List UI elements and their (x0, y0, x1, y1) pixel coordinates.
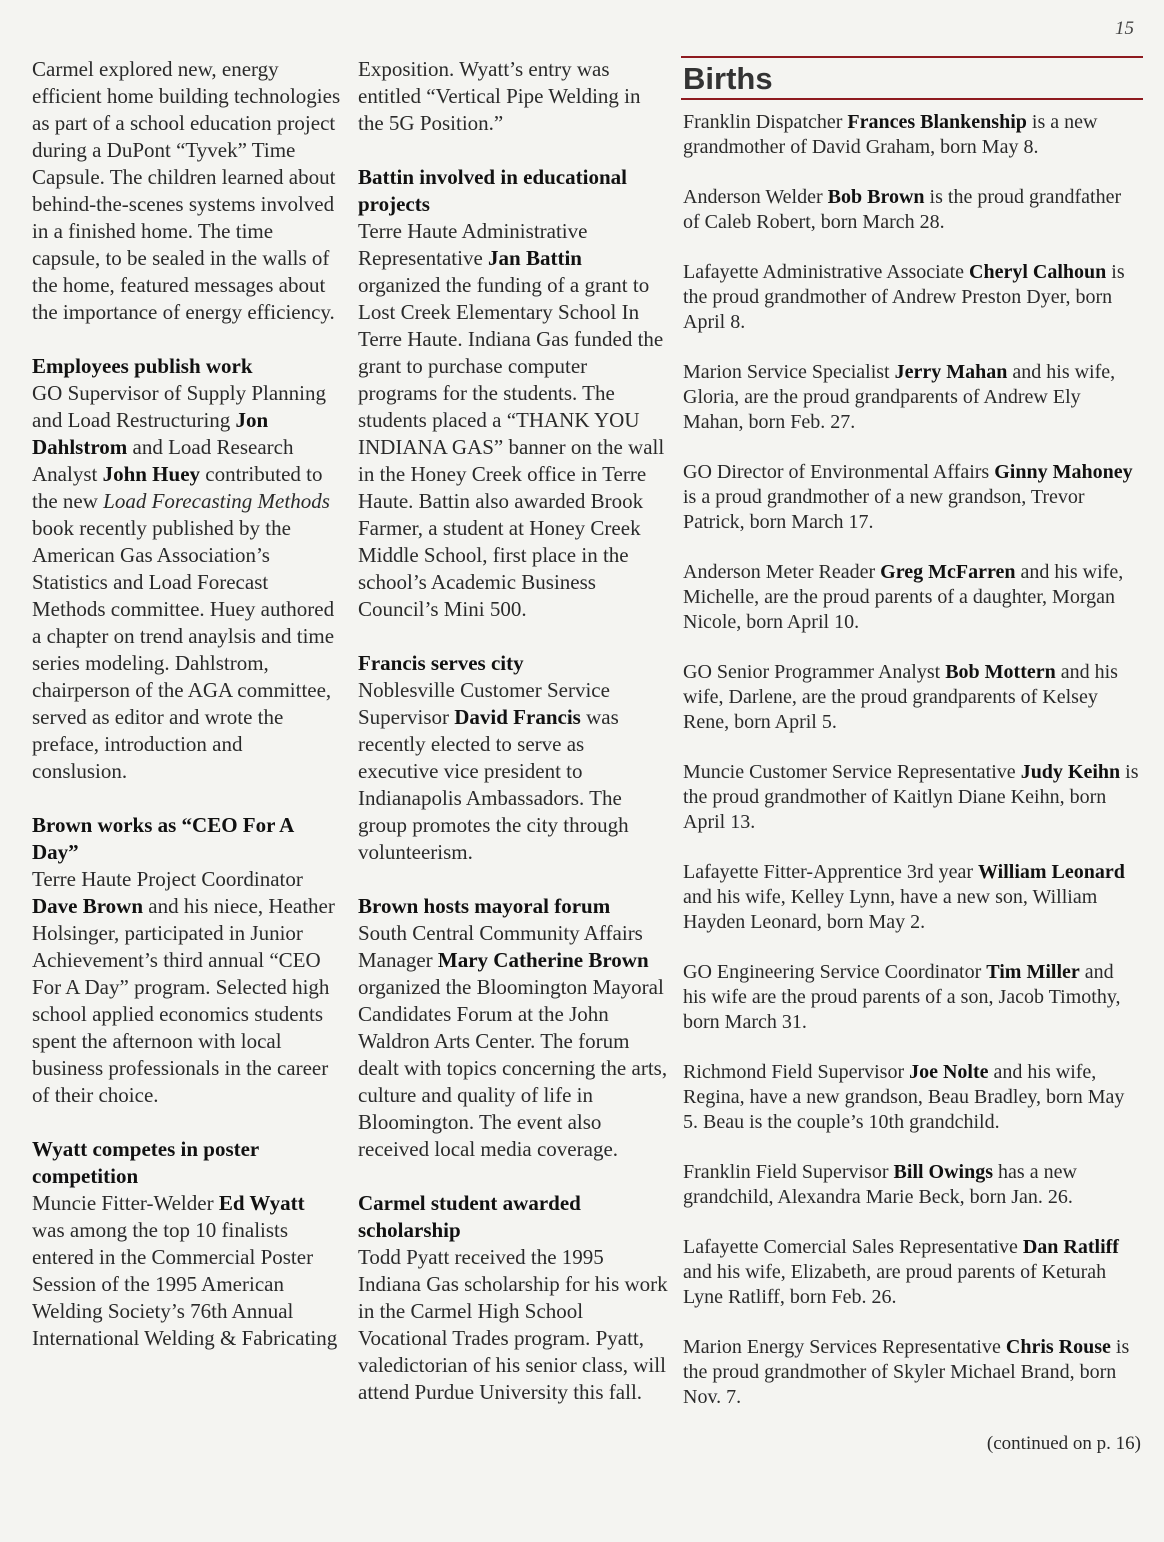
story-mayoral-forum (358, 893, 668, 1163)
person-name: Mary Catherine Brown (437, 948, 649, 972)
person-name: John Huey (102, 462, 201, 486)
story-wyatt-continued (358, 56, 668, 137)
births-column (683, 56, 1141, 1456)
person-name: Bill Owings (893, 1161, 994, 1183)
person-name: Cheryl Calhoun (969, 261, 1107, 283)
birth-announcement: Lafayette Administrative Associate Cheryl Calhoun is the proud grandmother of Andrew Preston Dyer, born April 8. (683, 261, 1125, 333)
person-name: Dave Brown (32, 894, 144, 918)
continued-note: (continued on p. 16) (986, 1433, 1141, 1454)
person-name: Greg McFarren (880, 561, 1016, 583)
story-headline: Francis serves city (358, 651, 524, 675)
divider (681, 56, 1143, 58)
birth-announcement: Franklin Dispatcher Frances Blankenship is a new grandmother of David Graham, born May 8. (683, 111, 1098, 158)
story-headline: Carmel student awarded scholarship (358, 1191, 581, 1242)
page-number: 15 (1115, 18, 1134, 39)
story-headline: Wyatt competes in poster competition (32, 1137, 259, 1188)
story-body: Exposition. Wyatt’s entry was entitled “Vertical Pipe Welding in the 5G Position.” (358, 57, 641, 135)
story-scholarship (358, 1190, 668, 1406)
story-francis (358, 650, 668, 866)
birth-announcement: GO Senior Programmer Analyst Bob Mottern and his wife, Darlene, are the proud grandparents of Kelsey Rene, born April 5. (683, 661, 1118, 733)
story-headline: Brown works as “CEO For A Day” (32, 813, 294, 864)
book-title: Load Forecasting Methods (103, 489, 330, 513)
divider (681, 98, 1143, 100)
person-name: Ed Wyatt (218, 1191, 305, 1215)
birth-announcement: Lafayette Fitter-Apprentice 3rd year William Leonard and his wife, Kelley Lynn, have a new son, William Hayden Leonard, born May 2. (683, 861, 1125, 933)
birth-announcement: GO Director of Environmental Affairs Ginny Mahoney is a proud grandmother of a new grandson, Trevor Patrick, born March 17. (683, 461, 1133, 533)
birth-announcement: Anderson Meter Reader Greg McFarren and his wife, Michelle, are the proud parents of a daughter, Morgan Nicole, born April 10. (683, 561, 1124, 633)
person-name: Chris Rouse (1005, 1336, 1111, 1358)
story-body: GO Supervisor of Supply Planning and Load Restructuring Jon Dahlstrom and Load Research Analyst John Huey contributed to the new Load Forecasting Methods book recently published by the American Gas Association’s Statistics and Load Forecast Methods committee. Huey authored a chapter on trend anaylsis and time series modeling. Dahlstrom, chairperson of the AGA committee, served as editor and wrote the preface, introduction and conslusion. (32, 381, 335, 783)
birth-announcement: Anderson Welder Bob Brown is the proud grandfather of Caleb Robert, born March 28. (683, 186, 1122, 233)
story-battin (358, 164, 668, 623)
story-ceo-for-a-day (32, 812, 342, 1109)
person-name: Joe Nolte (909, 1061, 989, 1083)
story-wyatt-poster (32, 1136, 342, 1352)
births-list (683, 110, 1141, 1410)
person-name: William Leonard (978, 861, 1125, 883)
story-headline: Battin involved in educational projects (358, 165, 627, 216)
birth-announcement: Marion Service Specialist Jerry Mahan and his wife, Gloria, are the proud grandparents of Andrew Ely Mahan, born Feb. 27. (683, 361, 1116, 433)
person-name: Frances Blankenship (847, 111, 1027, 133)
story-body: Carmel explored new, energy efficient home building technologies as part of a school education project during a DuPont “Tyvek” Time Capsule. The children learned about behind-the-scenes systems involved in a finished home. The time capsule, to be sealed in the walls of the home, featured messages about the importance of energy efficiency. (32, 57, 341, 324)
story-body: Muncie Fitter-Welder Ed Wyatt was among the top 10 finalists entered in the Commercial Poster Session of the 1995 American Welding Society’s 76th Annual International Welding & Fabricating (32, 1191, 338, 1350)
person-name: Jan Battin (488, 246, 582, 270)
story-body: South Central Community Affairs Manager Mary Catherine Brown organized the Bloomington Mayoral Candidates Forum at the John Waldron Arts Center. The forum dealt with topics concerning the arts, culture and quality of life in Bloomington. The event also received local media coverage. (358, 921, 668, 1161)
birth-announcement: GO Engineering Service Coordinator Tim Miller and his wife are the proud parents of a son, Jacob Timothy, born March 31. (683, 961, 1121, 1033)
person-name: Jon Dahlstrom (32, 408, 269, 459)
birth-announcement: Marion Energy Services Representative Chris Rouse is the proud grandmother of Skyler Michael Brand, born Nov. 7. (683, 1336, 1130, 1408)
story-headline: Employees publish work (32, 354, 253, 378)
story-headline: Brown hosts mayoral forum (358, 894, 611, 918)
person-name: Bob Mottern (945, 661, 1056, 683)
column-middle (358, 56, 668, 1433)
story-carmel-intro (32, 56, 342, 326)
person-name: Ginny Mahoney (994, 461, 1133, 483)
person-name: David Francis (454, 705, 581, 729)
birth-announcement: Richmond Field Supervisor Joe Nolte and his wife, Regina, have a new grandson, Beau Bradley, born May 5. Beau is the couple’s 10th grandchild. (683, 1061, 1125, 1133)
story-body: Noblesville Customer Service Supervisor David Francis was recently elected to serve as executive vice president to Indianapolis Ambassadors. The group promotes the city through volunteerism. (358, 678, 629, 864)
person-name: Tim Miller (986, 961, 1080, 983)
person-name: Judy Keihn (1020, 761, 1121, 783)
column-left (32, 56, 342, 1379)
story-body: Terre Haute Project Coordinator Dave Brown and his niece, Heather Holsinger, participated in Junior Achievement’s third annual “CEO For A Day” program. Selected high school applied economics students spent the afternoon with local business professionals in the career of their choice. (32, 867, 335, 1107)
story-body: Terre Haute Administrative Representative Jan Battin organized the funding of a grant to Lost Creek Elementary School In Terre Haute. Indiana Gas funded the grant to purchase computer programs for the students. The students placed a “THANK YOU INDIANA GAS” banner on the wall in the Honey Creek office in Terre Haute. Battin also awarded Brook Farmer, a student at Honey Creek Middle School, first place in the school’s Academic Business Council’s Mini 500. (358, 219, 665, 621)
person-name: Dan Ratliff (1022, 1236, 1119, 1258)
section-title: Births (683, 61, 773, 96)
birth-announcement: Lafayette Comercial Sales Representative Dan Ratliff and his wife, Elizabeth, are proud parents of Keturah Lyne Ratliff, born Feb. 26. (683, 1236, 1119, 1308)
birth-announcement: Franklin Field Supervisor Bill Owings has a new grandchild, Alexandra Marie Beck, born Jan. 26. (683, 1161, 1077, 1208)
story-body: Todd Pyatt received the 1995 Indiana Gas scholarship for his work in the Carmel High School Vocational Trades program. Pyatt, valedictorian of his senior class, will attend Purdue University this fall. (358, 1245, 668, 1404)
story-employees-publish (32, 353, 342, 785)
birth-announcement: Muncie Customer Service Representative Judy Keihn is the proud grandmother of Kaitlyn Diane Keihn, born April 13. (683, 761, 1139, 833)
person-name: Bob Brown (827, 186, 925, 208)
person-name: Jerry Mahan (894, 361, 1008, 383)
